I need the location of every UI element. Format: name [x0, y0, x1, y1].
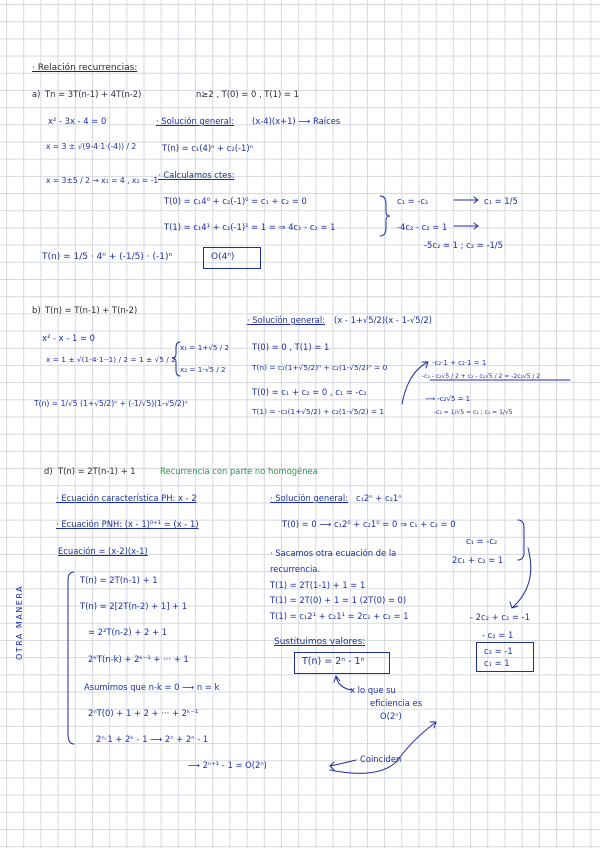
part-b-r3: ⟶ -c₂√5 = 1: [425, 395, 471, 403]
part-d-method-1: T(n) = 2T(n-1) + 1: [80, 575, 158, 585]
part-d-note: Recurrencia con parte no homogénea: [160, 466, 318, 476]
part-a-tn-form: T(n) = c₁(4)ⁿ + c₂(-1)ⁿ: [162, 143, 253, 153]
part-d-t1-b: T(1) = 2T(0) + 1 = 1 (2T(0) = 0): [270, 595, 407, 605]
part-d-eff-3: O(2ⁿ): [380, 711, 402, 721]
part-d-method-5: Asumimos que n-k = 0 ⟶ n = k: [84, 682, 220, 692]
part-d-t0: T(0) = 0 ⟶ c₁2⁰ + c₂1⁰ = 0 ⇒ c₁ + c₂ = 0: [282, 519, 456, 529]
part-a-char-eq: x² - 3x - 4 = 0: [48, 116, 107, 126]
part-d-eff-1: x lo que su: [350, 685, 396, 695]
part-d-method-3: = 2²T(n-2) + 2 + 1: [88, 627, 168, 637]
part-d-sustituimos: Sustituimos valores:: [274, 637, 366, 647]
part-a-order: O(4ⁿ): [211, 252, 235, 262]
part-d-result: T(n) = 2ⁿ - 1ⁿ: [302, 656, 365, 667]
part-a-final: T(n) = 1/5 · 4ⁿ + (-1/5) · (-1)ⁿ: [42, 252, 173, 262]
part-a-c2-val: -5c₂ = 1 ; c₂ = -1/5: [424, 240, 503, 250]
part-a-roots: x = 3±5 / 2 → x₁ = 4 , x₂ = -1: [46, 176, 159, 185]
bracket-otra-manera: [68, 572, 74, 744]
part-b-r2: -c₂ - c₂√5 / 2 + c₂ - c₂√5 / 2 = -2c₂√5 / 2: [422, 373, 541, 380]
part-b-t1: T(1) = -c₂(1+√5/2) + c₂(1-√5/2) = 1: [252, 407, 385, 416]
part-a-recurrence: Tn = 3T(n-1) + 4T(n-2): [45, 89, 142, 99]
part-d-eff-2: eficiencia es: [370, 698, 423, 708]
part-d-ecuacion: Ecuación = (x-2)(x-1): [58, 546, 148, 556]
brace-d: [518, 520, 524, 560]
part-d-method-8: ⟶ 2ⁿ⁺¹ - 1 = O(2ⁿ): [188, 760, 267, 770]
part-a-label: a): [32, 89, 41, 99]
part-d-sacamos-1: · Sacamos otra ecuación de la: [270, 548, 397, 558]
part-a-c1-val: c₁ = 1/5: [484, 196, 518, 206]
part-d-method-4: 2ᵏT(n-k) + 2ᵏ⁻¹ + ··· + 1: [88, 654, 189, 664]
part-b-r4: -c₂ = 1/√5 = c₁ ; c₁ = 1/√5: [434, 409, 513, 416]
part-b-x2: x₂ = 1-√5 / 2: [180, 365, 226, 374]
part-a-t1: T(1) = c₁4¹ + c₂(-1)¹ = 1 = ⇒ 4c₁ - c₂ = 1: [164, 222, 336, 232]
part-d-solgen-eq: c₁2ⁿ + c₂1ⁿ: [356, 493, 402, 503]
part-b-tn-form: T(n) = c₁(1+√5/2)ⁿ + c₂(1-√5/2)ⁿ = 0: [252, 363, 388, 372]
part-d-recurrence: T(n) = 2T(n-1) + 1: [58, 466, 136, 476]
part-d-method-2: T(n) = 2[2T(n-2) + 1] + 1: [80, 601, 188, 611]
arrow-coinciden: [330, 722, 436, 773]
part-b-label: b): [32, 305, 41, 315]
page-title: · Relación recurrencias:: [32, 63, 138, 73]
arrow-d-down: [510, 548, 531, 608]
part-b-x1: x₁ = 1+√5 / 2: [180, 343, 230, 352]
arrow-coinciden-left: [330, 760, 356, 770]
part-a-solgen-eq: (x-4)(x+1) ⟶ Raíces: [252, 116, 341, 126]
part-d-sys: 2c₁ + c₂ = 1: [452, 555, 504, 565]
part-b-solgen-eq: (x - 1+√5/2)(x - 1-√5/2): [334, 315, 433, 325]
part-d-ec-pnh: · Ecuación PNH: (x - 1)⁰⁺¹ = (x - 1): [56, 519, 199, 529]
brace-a: [380, 196, 390, 236]
part-d-step-2: - c₂ = 1: [482, 630, 514, 640]
part-d-sacamos-2: recurrencia.: [270, 564, 321, 574]
part-a-solgen-label: · Solución general:: [156, 116, 235, 126]
part-a-mid-eq: -4c₂ - c₂ = 1: [397, 222, 448, 232]
part-a-conditions: n≥2 , T(0) = 0 , T(1) = 1: [196, 89, 299, 99]
part-d-label: d): [44, 466, 53, 476]
part-b-final: T(n) = 1/√5 (1+√5/2)ⁿ + (-1/√5)(1-√5/2)ⁿ: [34, 399, 188, 408]
part-d-solgen-label: · Solución general:: [270, 493, 349, 503]
part-d-step-1: - 2c₂ + c₂ = -1: [470, 612, 530, 622]
part-d-c2-box: c₂ = -1: [484, 646, 513, 656]
arrow-a-2: [454, 223, 478, 229]
part-d-method-6: 2ⁿT(0) + 1 + 2 + ··· + 2ᵏ⁻¹: [88, 708, 199, 718]
part-a-calc-label: · Calculamos ctes:: [158, 170, 235, 180]
part-d-c1-box: c₁ = 1: [484, 658, 510, 668]
part-d-t1-a: T(1) = 2T(1-1) + 1 = 1: [270, 580, 366, 590]
part-b-char-eq: x² - x - 1 = 0: [42, 333, 95, 343]
part-b-ics: T(0) = 0 , T(1) = 1: [252, 342, 330, 352]
part-d-c1: c₁ = -c₂: [466, 536, 498, 546]
otra-manera-label: OTRA MANERA: [15, 584, 24, 660]
coinciden-label: Coinciden: [360, 754, 402, 764]
part-a-t0: T(0) = c₁4⁰ + c₂(-1)⁰ = c₁ + c₂ = 0: [164, 196, 307, 206]
part-b-quadratic: x = 1 ± √(1-4·1·-1) / 2 = 1 ± √5 / 2: [46, 355, 176, 364]
part-b-recurrence: T(n) = T(n-1) + T(n-2): [45, 305, 138, 315]
part-a-quadratic: x = 3 ± √(9-4·1·(-4)) / 2: [46, 142, 137, 151]
arrow-a-1: [454, 197, 478, 203]
part-d-t1-c: T(1) = c₁2¹ + c₂1¹ = 2c₁ + c₂ = 1: [270, 611, 409, 621]
part-d-ec-caracteristica: · Ecuación característica PH: x - 2: [56, 493, 197, 503]
part-b-r1: -c₂·1 + c₂·1 = 1: [432, 359, 487, 367]
part-b-solgen-label: · Solución general:: [247, 315, 326, 325]
part-a-c1-eq: c₁ = -c₂: [397, 196, 429, 206]
part-d-method-7: 2ⁿ·1 + 2ᵏ - 1 ⟶ 2ⁿ + 2ⁿ - 1: [96, 734, 209, 744]
part-b-t0: T(0) = c₁ + c₂ = 0 , c₁ = -c₂: [252, 387, 367, 397]
